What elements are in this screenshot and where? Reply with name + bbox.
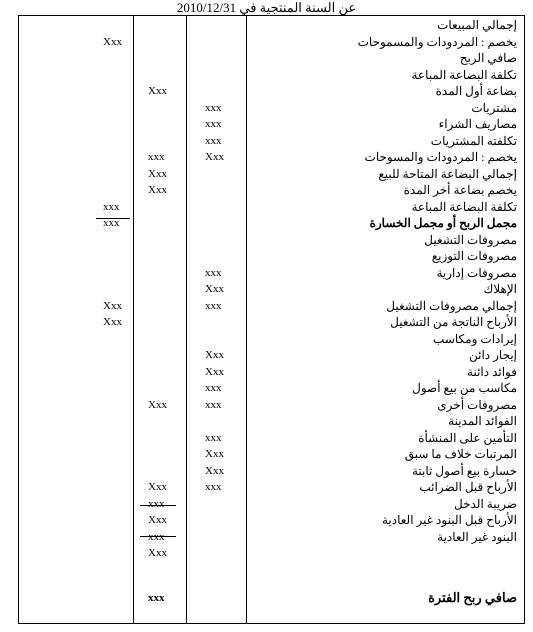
amount-c: Xxx <box>205 151 224 163</box>
statement-row <box>18 34 525 50</box>
statement-row <box>18 83 525 99</box>
row-label: مصاريف الشراء <box>438 117 517 131</box>
amount-b: xxx <box>148 497 165 510</box>
statement-row <box>18 512 525 528</box>
statement-row <box>18 248 525 264</box>
statement-row <box>18 17 525 33</box>
statement-row <box>18 166 525 182</box>
statement-row <box>18 479 525 495</box>
row-label: تكلفة البضاعة المباعة <box>411 199 517 214</box>
row-label: خسارة بيع أصول ثابتة <box>411 463 517 478</box>
amount-b: Xxx <box>148 481 167 493</box>
row-label: التأمين على المنشأة <box>418 430 517 445</box>
amount-c: xxx <box>205 101 222 114</box>
amount-c: Xxx <box>205 365 224 378</box>
amount-a: xxx <box>103 200 120 213</box>
row-label: الأرباح قبل البنود غير العادية <box>381 513 517 527</box>
statement-row <box>18 413 525 429</box>
row-label: الأرباح قبل الضرائب <box>419 480 517 494</box>
row-label: إجمالي المبيعات <box>437 18 517 32</box>
statement-row <box>18 331 525 347</box>
statement-row <box>18 590 525 606</box>
statement-row <box>18 116 525 132</box>
row-label: مصروفات التشغيل <box>424 232 517 247</box>
statement-row <box>18 347 525 363</box>
row-label: الأرباح الناتجة من التشغيل <box>390 315 517 329</box>
statement-row <box>18 100 525 116</box>
statement-row <box>18 215 525 231</box>
statement-row <box>18 182 525 198</box>
row-label: مشتريات <box>471 100 517 115</box>
amount-c: xxx <box>205 481 222 493</box>
amount-c: xxx <box>205 431 222 444</box>
statement-row <box>18 545 525 561</box>
amount-b: Xxx <box>148 398 167 411</box>
statement-row <box>18 133 525 149</box>
amount-b: xxx <box>148 530 165 543</box>
row-label: المرتبات خلاف ما سبق <box>404 447 517 461</box>
statement-row <box>18 529 525 545</box>
amount-c: xxx <box>205 299 222 312</box>
amount-b: xxx <box>148 592 165 604</box>
row-label: إيجار دائن <box>468 348 517 362</box>
row-label: تكلفته المشتريات <box>430 133 517 148</box>
amount-a: Xxx <box>103 35 122 48</box>
amount-b: Xxx <box>148 167 167 180</box>
statement-row <box>18 446 525 462</box>
amount-b: xxx <box>148 151 165 163</box>
row-label: إيرادات ومكاسب <box>433 331 517 346</box>
amount-b: Xxx <box>148 514 167 526</box>
row-label: تكلفة البضاعة المباعة <box>411 67 517 82</box>
row-label: صافي ربح الفترة <box>428 590 517 605</box>
amount-b: Xxx <box>148 547 167 559</box>
row-label: الفوائد المدينة <box>448 414 517 428</box>
statement-row <box>18 50 525 66</box>
statement-row <box>18 397 525 413</box>
statement-row <box>18 364 525 380</box>
statement-row <box>18 496 525 512</box>
row-label: ضريبة الدخل <box>454 496 517 511</box>
row-label: الإهلاك <box>483 282 517 296</box>
statement-row <box>18 67 525 83</box>
row-label: مكاسب من بيع أصول <box>412 381 517 395</box>
statement-row <box>18 149 525 165</box>
amount-a: Xxx <box>103 299 122 312</box>
row-label: فوائد دائنة <box>467 364 517 379</box>
amount-c: xxx <box>205 118 222 130</box>
amount-c: xxx <box>205 382 222 394</box>
statement-row <box>18 199 525 215</box>
amount-c: Xxx <box>205 448 224 460</box>
row-label: يخصم : المردودات والمسموحات <box>357 34 517 49</box>
row-label: بضاعة أول المدة <box>435 84 517 98</box>
amount-a: xxx <box>103 217 120 229</box>
statement-row <box>18 463 525 479</box>
statement-row <box>18 380 525 396</box>
amount-c: xxx <box>205 134 222 147</box>
amount-c: xxx <box>205 266 222 279</box>
amount-c: xxx <box>205 398 222 411</box>
statement-title: عن السنة المنتجية في 2010/12/31 <box>176 0 357 15</box>
row-label: صافي الربح <box>459 51 517 65</box>
amount-b: Xxx <box>148 85 167 97</box>
row-label: يخصم بضاعة أخر المدة <box>403 183 517 197</box>
statement-row <box>18 314 525 330</box>
row-label: يخصم : المردودات والمسوحات <box>364 150 517 164</box>
row-label: إجمالي مصروفات التشغيل <box>386 298 517 313</box>
amount-c: Xxx <box>205 349 224 361</box>
statement-row <box>18 265 525 281</box>
row-label: إجمالي البضاعة المتاحة للبيع <box>378 166 517 181</box>
statement-row <box>18 562 525 578</box>
statement-row <box>18 281 525 297</box>
row-label: مصروفات أخرى <box>437 397 517 412</box>
row-label: البنود غير العادية <box>437 529 517 544</box>
statement-row <box>18 430 525 446</box>
statement-row <box>18 298 525 314</box>
statement-row <box>18 232 525 248</box>
amount-c: Xxx <box>205 464 224 477</box>
amount-c: Xxx <box>205 283 224 295</box>
amount-b: Xxx <box>148 184 167 196</box>
row-label: مجمل الربح أو مجمل الخسارة <box>369 216 517 230</box>
row-label: مصروفات إدارية <box>436 265 517 280</box>
amount-a: Xxx <box>103 316 122 328</box>
row-label: مصروفات التوزيع <box>431 249 517 263</box>
